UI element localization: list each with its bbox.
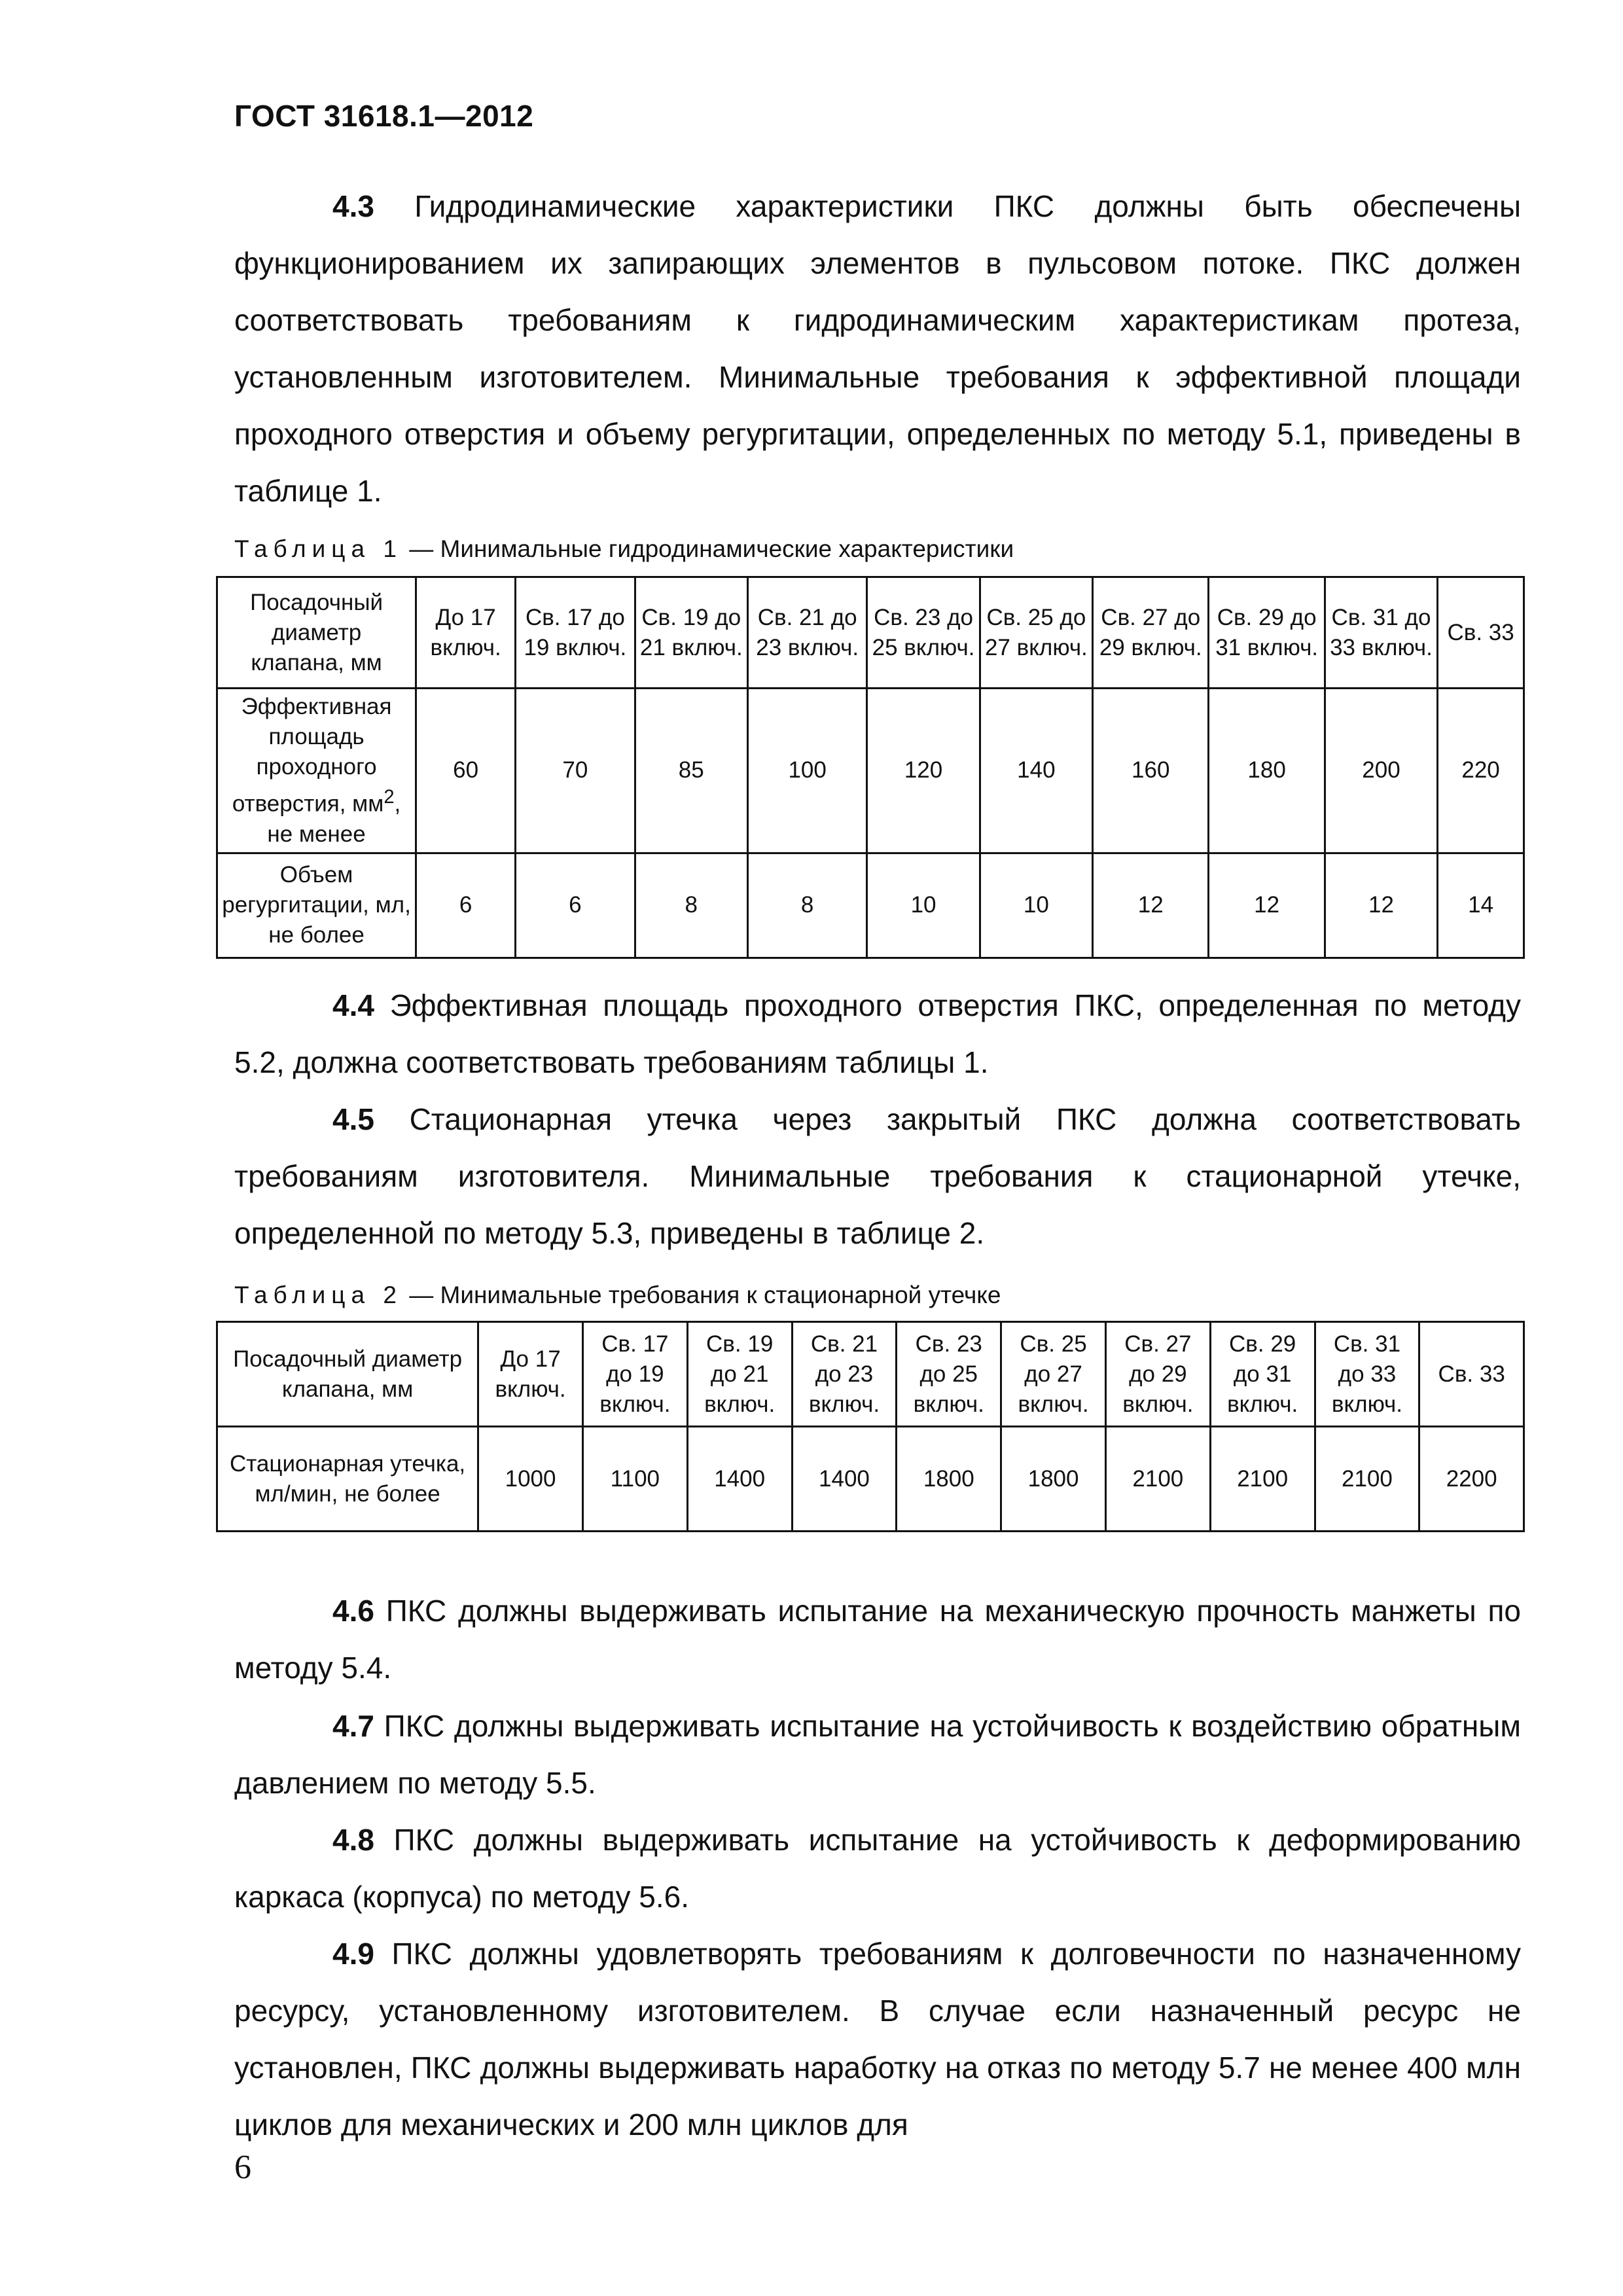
header-cell: До 17 включ. (416, 577, 516, 689)
value-cell: 8 (635, 853, 747, 958)
paragraph-4-8 (234, 1812, 1521, 1926)
paragraph-4-6 (234, 1583, 1521, 1696)
paragraph-number: 4.3 (332, 189, 374, 223)
value-cell: 6 (516, 853, 635, 958)
header-cell: Св. 23 до 25 включ. (897, 1322, 1001, 1427)
paragraph-4-4 (234, 977, 1521, 1091)
header-cell: Св. 25 до 27 включ. (980, 577, 1092, 689)
paragraph-text: ПКС должны выдерживать испытание на устойчивость к деформированию каркаса (корпуса) по методу 5.6. (234, 1823, 1521, 1914)
document-header: ГОСТ 31618.1—2012 (234, 99, 534, 133)
value-cell: 1400 (792, 1427, 897, 1532)
row-label-text: , не менее (267, 791, 401, 847)
value-cell: 220 (1438, 689, 1524, 853)
value-cell: 12 (1093, 853, 1209, 958)
header-cell: Св. 27 до 29 включ. (1093, 577, 1209, 689)
paragraph-number: 4.4 (332, 988, 374, 1022)
header-label-cell: Посадочный диаметр клапана, мм (217, 577, 416, 689)
value-cell: 12 (1209, 853, 1325, 958)
value-cell: 100 (747, 689, 866, 853)
header-cell: Св. 29 до 31 включ. (1210, 1322, 1315, 1427)
value-cell: 180 (1209, 689, 1325, 853)
paragraph-text: Эффективная площадь проходного отверстия ПКС, определенная по методу 5.2, должна соответствовать требованиям таблицы 1. (234, 988, 1521, 1079)
table-1 (216, 576, 1525, 959)
value-cell: 2100 (1315, 1427, 1419, 1532)
paragraph-number: 4.7 (332, 1709, 374, 1743)
paragraph-4-3 (234, 178, 1521, 520)
value-cell: 8 (747, 853, 866, 958)
paragraph-number: 4.8 (332, 1823, 374, 1857)
value-cell: 1800 (1001, 1427, 1106, 1532)
table-header-row (217, 1322, 1524, 1427)
header-cell: Св. 25 до 27 включ. (1001, 1322, 1106, 1427)
value-cell: 14 (1438, 853, 1524, 958)
table-caption-text: — Минимальные требования к стационарной утечке (402, 1282, 1001, 1308)
paragraph-4-5 (234, 1091, 1521, 1262)
table-2 (216, 1321, 1525, 1532)
value-cell: 85 (635, 689, 747, 853)
header-cell: До 17 включ. (478, 1322, 583, 1427)
value-cell: 10 (980, 853, 1092, 958)
value-cell: 2100 (1210, 1427, 1315, 1532)
header-cell: Св. 17 до 19 включ. (516, 577, 635, 689)
table-header-row (217, 577, 1524, 689)
paragraph-4-9 (234, 1926, 1521, 2153)
value-cell: 140 (980, 689, 1092, 853)
header-cell: Св. 27 до 29 включ. (1105, 1322, 1210, 1427)
value-cell: 10 (867, 853, 980, 958)
value-cell: 1800 (897, 1427, 1001, 1532)
value-cell: 1400 (687, 1427, 792, 1532)
paragraph-text: ПКС должны выдерживать испытание на механическую прочность манжеты по методу 5.4. (234, 1594, 1521, 1685)
value-cell: 120 (867, 689, 980, 853)
header-cell: Св. 29 до 31 включ. (1209, 577, 1325, 689)
header-cell: Св. 21 до 23 включ. (792, 1322, 897, 1427)
row-label-superscript: 2 (383, 787, 395, 808)
value-cell: 200 (1325, 689, 1437, 853)
header-label-cell: Посадочный диаметр клапана, мм (217, 1322, 478, 1427)
paragraph-4-7 (234, 1698, 1521, 1812)
paragraph-text: Гидродинамические характеристики ПКС должны быть обеспечены функционированием их запирающих элементов в пульсовом потоке. ПКС должен соответствовать требованиям к гидродинамическим характеристикам протеза, установленным изготовителем. Минимальные требования к эффективной площади проходного отверстия и объему регургитации, определенных по методу 5.1, приведены в таблице 1. (234, 189, 1522, 508)
value-cell: 70 (516, 689, 635, 853)
paragraph-text: ПКС должны удовлетворять требованиям к долговечности по назначенному ресурсу, установленному изготовителем. В случае если назначенный ресурс не установлен, ПКС должны выдерживать наработку на отказ по методу 5.7 не менее 400 млн циклов для механических и 200 млн циклов для (234, 1937, 1522, 2142)
table-caption-text: — Минимальные гидродинамические характеристики (402, 535, 1014, 562)
header-cell: Св. 17 до 19 включ. (582, 1322, 687, 1427)
table-caption-label: Таблица 2 (234, 1282, 402, 1308)
header-cell: Св. 33 (1419, 1322, 1524, 1427)
header-cell: Св. 21 до 23 включ. (747, 577, 866, 689)
paragraph-number: 4.6 (332, 1594, 374, 1628)
header-cell: Св. 23 до 25 включ. (867, 577, 980, 689)
paragraph-number: 4.5 (332, 1102, 374, 1136)
header-cell: Св. 19 до 21 включ. (635, 577, 747, 689)
header-cell: Св. 31 до 33 включ. (1325, 577, 1437, 689)
row-label-cell: Стационарная утечка, мл/мин, не более (217, 1427, 478, 1532)
value-cell: 2200 (1419, 1427, 1524, 1532)
table-caption-label: Таблица 1 (234, 535, 402, 562)
value-cell: 2100 (1105, 1427, 1210, 1532)
value-cell: 1000 (478, 1427, 583, 1532)
paragraph-number: 4.9 (332, 1937, 374, 1971)
paragraph-text: Стационарная утечка через закрытый ПКС должна соответствовать требованиям изготовителя. Минимальные требования к стационарной утечке, определенной по методу 5.3, приведены в таблице 2. (234, 1102, 1521, 1250)
row-label-cell (217, 689, 416, 853)
page-number: 6 (234, 2149, 251, 2186)
table-row (217, 1427, 1524, 1532)
table-row (217, 689, 1524, 853)
paragraph-text: ПКС должны выдерживать испытание на устойчивость к воздействию обратным давлением по методу 5.5. (234, 1709, 1521, 1800)
table-2-caption (234, 1282, 1001, 1309)
header-cell: Св. 31 до 33 включ. (1315, 1322, 1419, 1427)
value-cell: 6 (416, 853, 516, 958)
row-label-text: Эффективная площадь проходного отверстия, мм (232, 694, 392, 817)
value-cell: 12 (1325, 853, 1437, 958)
value-cell: 1100 (582, 1427, 687, 1532)
header-cell: Св. 19 до 21 включ. (687, 1322, 792, 1427)
table-row (217, 853, 1524, 958)
row-label-cell: Объем регургитации, мл, не более (217, 853, 416, 958)
header-cell: Св. 33 (1438, 577, 1524, 689)
table-1-caption (234, 535, 1014, 563)
value-cell: 60 (416, 689, 516, 853)
value-cell: 160 (1093, 689, 1209, 853)
